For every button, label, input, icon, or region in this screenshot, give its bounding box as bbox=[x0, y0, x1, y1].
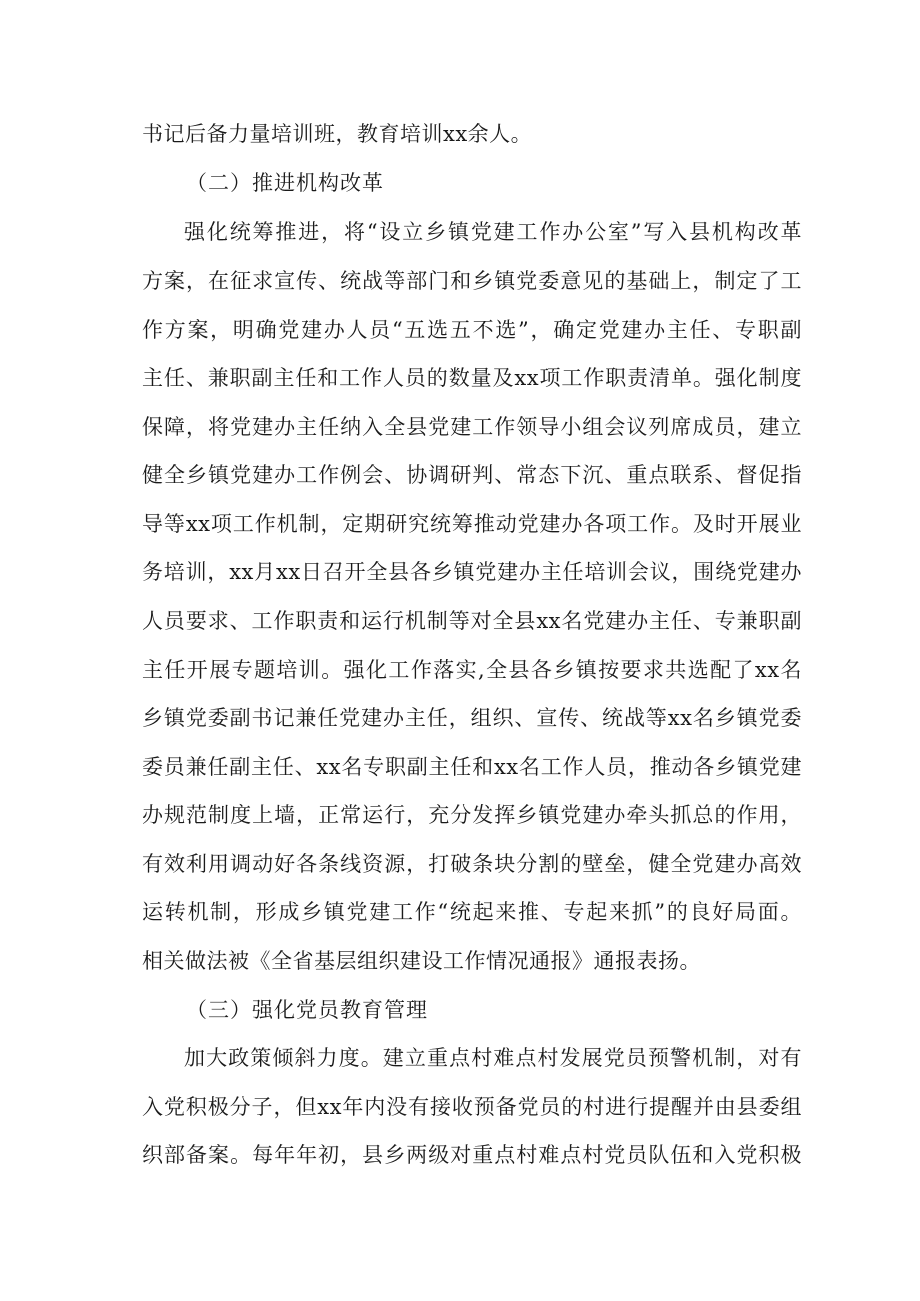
paragraph-line: 乡镇党委副书记兼任党建办主任，组织、宣传、统战等xx名乡镇党委 bbox=[142, 706, 802, 730]
paragraph-line: 委员兼任副主任、xx名专职副主任和xx名工作人员，推动各乡镇党建 bbox=[142, 755, 802, 779]
paragraph-line: 加大政策倾斜力度。建立重点村难点村发展党员预警机制，对有 bbox=[184, 1046, 802, 1070]
paragraph-line: 人员要求、工作职责和运行机制等对全县xx名党建办主任、专兼职副 bbox=[142, 609, 802, 633]
paragraph-line: 有效利用调动好各条线资源，打破条块分割的壁垒，健全党建办高效 bbox=[142, 852, 802, 876]
paragraph-line: 织部备案。每年年初，县乡两级对重点村难点村党员队伍和入党积极 bbox=[142, 1143, 802, 1167]
paragraph-line: 方案，在征求宣传、统战等部门和乡镇党委意见的基础上，制定了工 bbox=[142, 269, 802, 293]
paragraph-line: 办规范制度上墙，正常运行，充分发挥乡镇党建办牵头抓总的作用， bbox=[142, 803, 802, 827]
paragraph-line: 强化统筹推进，将“设立乡镇党建工作办公室”写入县机构改革 bbox=[184, 220, 802, 244]
section-heading-3: （三）强化党员教育管理 bbox=[186, 998, 428, 1022]
paragraph-line: 主任开展专题培训。强化工作落实,全县各乡镇按要求共选配了xx名 bbox=[142, 658, 802, 682]
paragraph-line: 运转机制，形成乡镇党建工作“统起来推、专起来抓”的良好局面。 bbox=[142, 900, 802, 924]
paragraph-line: 入党积极分子，但xx年内没有接收预备党员的村进行提醒并由县委组 bbox=[142, 1095, 802, 1119]
paragraph-line: 保障，将党建办主任纳入全县党建工作领导小组会议列席成员，建立 bbox=[142, 415, 802, 439]
paragraph-line: 主任、兼职副主任和工作人员的数量及xx项工作职责清单。强化制度 bbox=[142, 366, 802, 390]
paragraph-line: 健全乡镇党建办工作例会、协调研判、常态下沉、重点联系、督促指 bbox=[142, 463, 802, 487]
paragraph-line: 作方案，明确党建办人员“五选五不选”，确定党建办主任、专职副 bbox=[142, 318, 802, 342]
paragraph-line: 务培训，xx月xx日召开全县各乡镇党建办主任培训会议，围绕党建办 bbox=[142, 560, 802, 584]
paragraph-line: 导等xx项工作机制，定期研究统筹推动党建办各项工作。及时开展业 bbox=[142, 512, 802, 536]
section-heading-2: （二）推进机构改革 bbox=[186, 171, 384, 195]
paragraph-line: 书记后备力量培训班，教育培训xx余人。 bbox=[142, 122, 533, 146]
paragraph-line: 相关做法被《全省基层组织建设工作情况通报》通报表扬。 bbox=[142, 949, 701, 973]
